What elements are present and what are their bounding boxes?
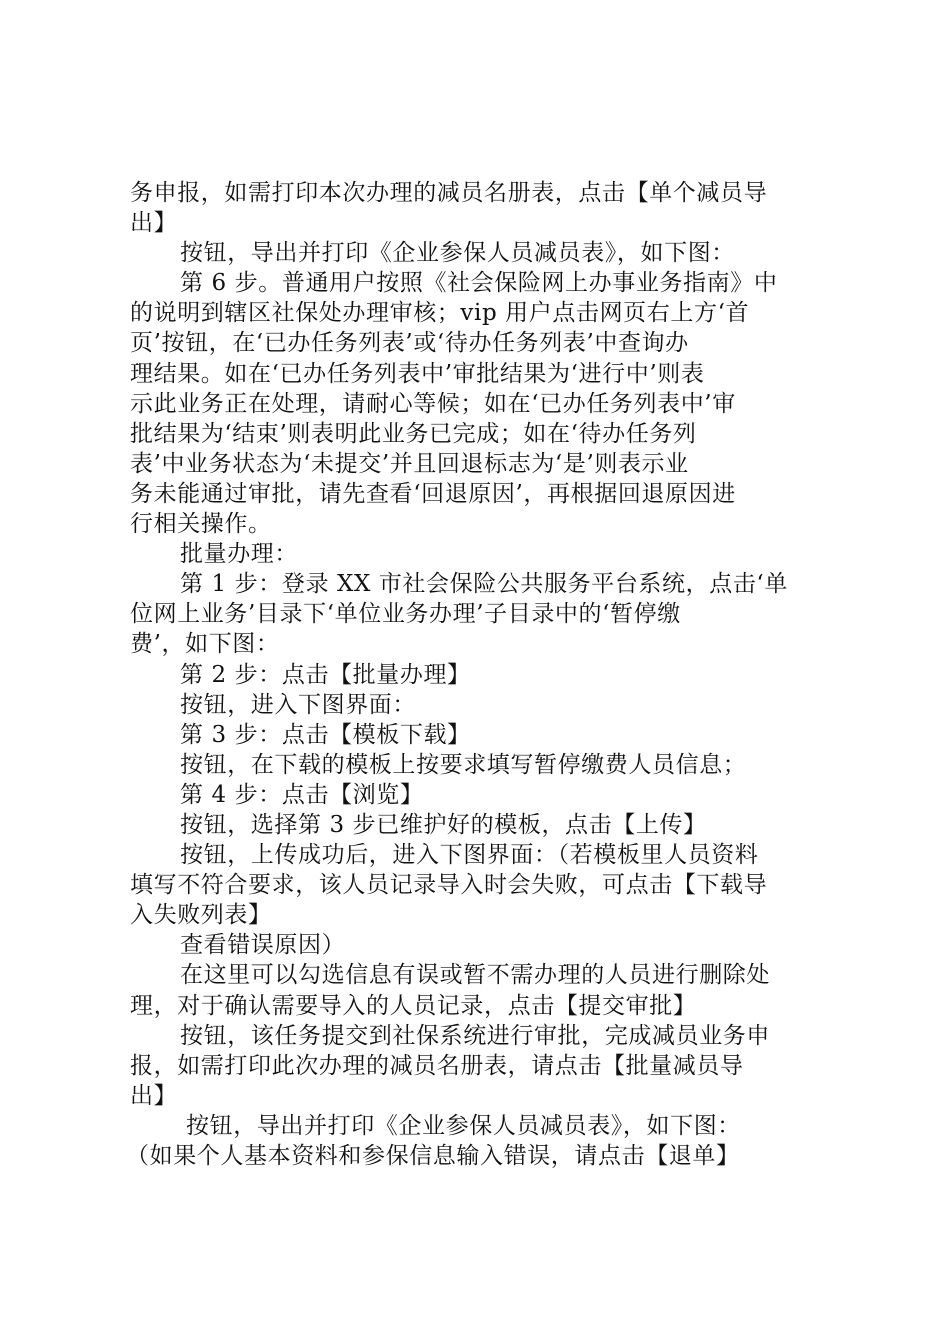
text-line: 理结果。如在‘已办任务列表中’审批结果为‘进行中’则表	[130, 360, 705, 387]
step-2-heading: 第 2 步：点击【批量办理】	[180, 661, 471, 688]
text-line: 表’中业务状态为‘未提交’并且回退标志为‘是’则表示业	[130, 450, 689, 477]
step-4-heading: 第 4 步：点击【浏览】	[180, 781, 424, 808]
text-line: 示此业务正在处理，请耐心等候；如在‘已办任务列表中’审	[130, 390, 736, 417]
text-line: 按钮，选择第 3 步已维护好的模板，点击【上传】	[180, 811, 707, 838]
document-body	[126, 178, 830, 1171]
text-line: 务申报，如需打印本次办理的减员名册表，点击【单个减员导	[130, 180, 768, 206]
text-line: 出】	[130, 1082, 178, 1109]
text-line: 按钮，导出并打印《企业参保人员减员表》，如下图：	[180, 240, 735, 267]
step-1-heading: 第 1 步：登录 XX 市社会保险公共服务平台系统，点击‘单	[180, 571, 788, 598]
text-line: 按钮，该任务提交到社保系统进行审批，完成减员业务申	[180, 1022, 770, 1049]
text-line: 填写不符合要求，该人员记录导入时会失败，可点击【下载导	[130, 872, 768, 899]
text-line: 行相关操作。	[130, 511, 272, 538]
text-line: 务未能通过审批，请先查看‘回退原因’，再根据回退原因进	[130, 480, 736, 507]
text-line: 页’按钮，在‘已办任务列表’或‘待办任务列表’中查询办	[130, 330, 689, 357]
section-heading-batch: 批量办理：	[180, 541, 298, 568]
text-line: 的说明到辖区社保处办理审核；vip 用户点击网页右上方‘首	[130, 300, 750, 327]
text-line: 批结果为‘结束’则表明此业务已完成；如在‘待办任务列	[130, 420, 697, 447]
text-line: 按钮，进入下图界面：	[180, 691, 416, 718]
text-line: 理，对于确认需要导入的人员记录，点击【提交审批】	[130, 992, 697, 1019]
text-line: 出】	[130, 210, 178, 237]
text-line: 按钮，上传成功后，进入下图界面：（若模板里人员资料	[180, 842, 759, 869]
step-6-heading: 第 6 步。普通用户按照《社会保险网上办事业务指南》中	[180, 270, 778, 297]
step-3-heading: 第 3 步：点击【模板下载】	[180, 721, 471, 748]
text-line: 查看错误原因）	[180, 932, 346, 959]
text-line: 按钮，在下载的模板上按要求填写暂停缴费人员信息；	[180, 751, 747, 778]
text-line: 在这里可以勾选信息有误或暂不需办理的人员进行删除处	[180, 962, 770, 989]
text-line: 入失败列表】	[130, 902, 272, 929]
text-line: 报，如需打印此次办理的减员名册表，请点击【批量减员导	[130, 1052, 744, 1079]
text-line: 位网上业务’目录下‘单位业务办理’子目录中的‘暂停缴	[130, 601, 681, 628]
text-line: 费’，如下图：	[130, 631, 280, 658]
text-line: 按钮，导出并打印《企业参保人员减员表》，如下图：	[186, 1112, 741, 1139]
text-line: （如果个人基本资料和参保信息输入错误，请点击【退单】	[126, 1143, 740, 1169]
